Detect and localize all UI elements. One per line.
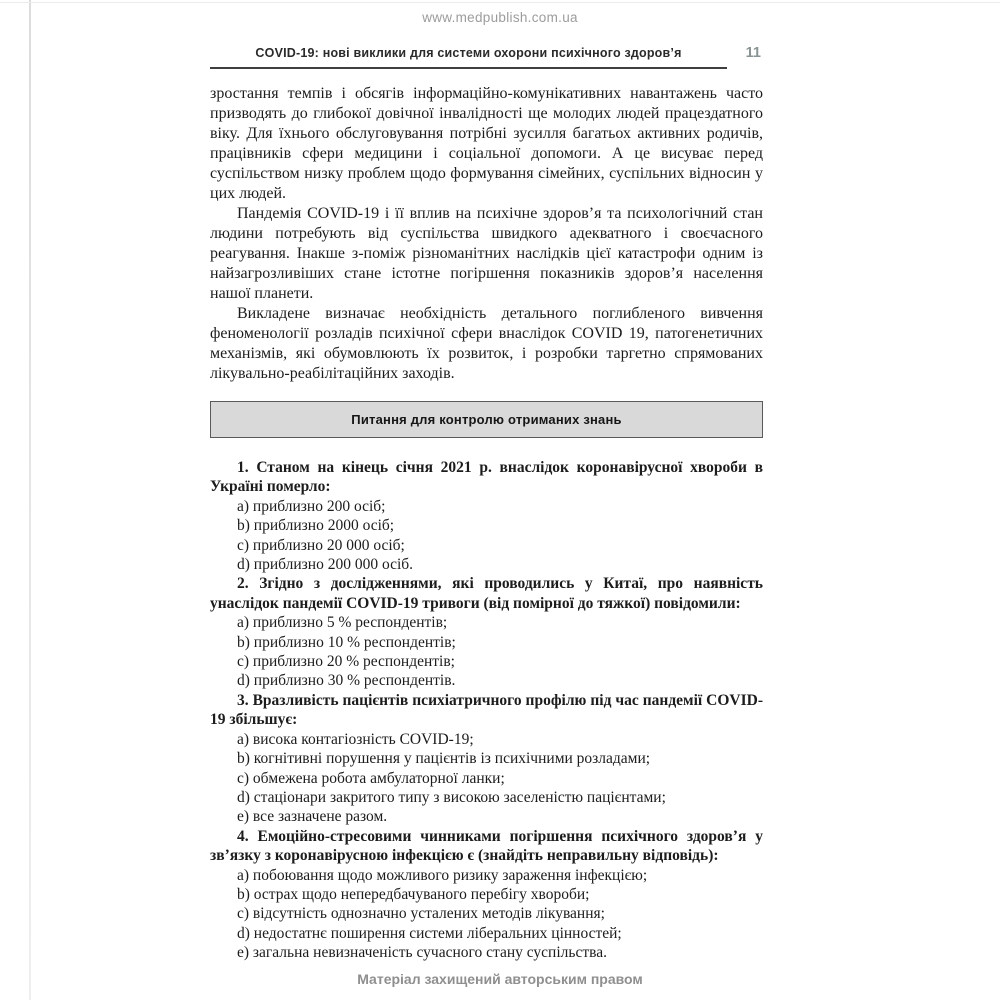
question-2-option-c: c) приблизно 20 % респондентів;	[237, 653, 455, 671]
question-4-option-e: e) загальна невизначеність сучасного стану суспільства.	[237, 944, 607, 962]
quiz-box-title: Питання для контролю отриманих знань	[351, 412, 622, 427]
running-header-title: COVID-19: нові виклики для системи охорони психічного здоров’я	[255, 46, 682, 60]
question-4-option-d: d) недостатнє поширення системи ліберальних цінностей;	[237, 924, 622, 942]
question-1-option-b: b) приблизно 2000 осіб;	[237, 517, 395, 535]
copyright-watermark: Матеріал захищений авторським правом	[357, 971, 643, 987]
publisher-watermark: www.medpublish.com.ua	[422, 10, 578, 25]
running-header-left	[210, 46, 727, 69]
question-4-text: 4. Емоційно-стресовими чинниками погіршення психічного здоров’я у зв’язку з коронавірусною інфекцією є (знайдіть неправильну відповідь):	[210, 827, 763, 865]
page-content	[210, 46, 763, 963]
question-4-option-a: a) побоювання щодо можливого ризику зараження інфекцією;	[237, 866, 648, 884]
body-text	[210, 84, 763, 384]
question-1-option-a: a) приблизно 200 осіб;	[237, 497, 386, 515]
header-rule	[210, 67, 727, 69]
question-3-option-b: b) когнітивні порушення у пацієнтів із психічними розладами;	[237, 750, 651, 768]
question-3-option-c: c) обмежена робота амбулаторної ланки;	[237, 769, 505, 787]
paragraph-3: Викладене визначає необхідність детального поглибленого вивчення феноменології розладів психічної сфери внаслідок COVID 19, патогенетичних механізмів, які обумовлюють їх розвиток, і розробки таргетно спрямованих лікувально-реабілітаційних заходів.	[210, 305, 763, 382]
question-3-option-e: e) все зазначене разом.	[237, 808, 388, 826]
quiz-header-box	[210, 401, 763, 438]
question-3-text: 3. Вразливість пацієнтів психіатричного профілю під час пандемії COVID-19 збільшує:	[210, 691, 763, 729]
question-3-option-d: d) стаціонари закритого типу з високою заселеністю пацієнтами;	[237, 788, 666, 806]
question-3-option-a: a) висока контагіозність COVID-19;	[237, 730, 474, 748]
scan-edge-artifact-top	[0, 2, 1000, 3]
scan-edge-artifact-left	[29, 0, 31, 1000]
question-1-option-d: d) приблизно 200 000 осіб.	[237, 556, 414, 574]
question-2-text: 2. Згідно з дослідженнями, які проводились у Китаї, про наявність унаслідок пандемії COVID-19 тривоги (від помірної до тяжкої) повідомили:	[210, 575, 763, 612]
question-1-text: 1. Станом на кінець січня 2021 р. внаслідок коронавірусної хвороби в Україні померло:	[210, 459, 763, 496]
question-2-option-b: b) приблизно 10 % респондентів;	[237, 633, 456, 651]
paragraph-1: зростання темпів і обсягів інформаційно-комунікативних навантажень часто призводять до глибокої довічної інвалідності ще молодих людей працездатного віку. Для їхнього обслуговування потрібні зусилля багатьох активних родичів, працівників сфери медицини і соціальної допомоги. А це висуває перед суспільством низку проблем щодо формування сімейних, суспільних відносин у цих людей.	[210, 85, 763, 202]
question-2-option-d: d) приблизно 30 % респондентів.	[237, 672, 456, 690]
running-header	[210, 46, 763, 69]
paragraph-2: Пандемія COVID-19 і її вплив на психічне здоров’я та психологічний стан людини потребують від суспільства швидкого адекватного і своєчасного реагування. Інакше з-поміж різноманітних наслідків цієї катастрофи одним із найзагрозливіших стане істотне погіршення показників здоров’я населення нашої планети.	[210, 205, 763, 302]
quiz-questions	[210, 458, 763, 963]
question-4-option-c: c) відсутність однозначно усталених методів лікування;	[237, 905, 605, 923]
page-number: 11	[745, 45, 761, 61]
question-2-option-a: a) приблизно 5 % респондентів;	[237, 614, 448, 632]
question-4-option-b: b) острах щодо непередбачуваного перебігу хвороби;	[237, 885, 590, 903]
question-1-option-c: c) приблизно 20 000 осіб;	[237, 536, 405, 554]
